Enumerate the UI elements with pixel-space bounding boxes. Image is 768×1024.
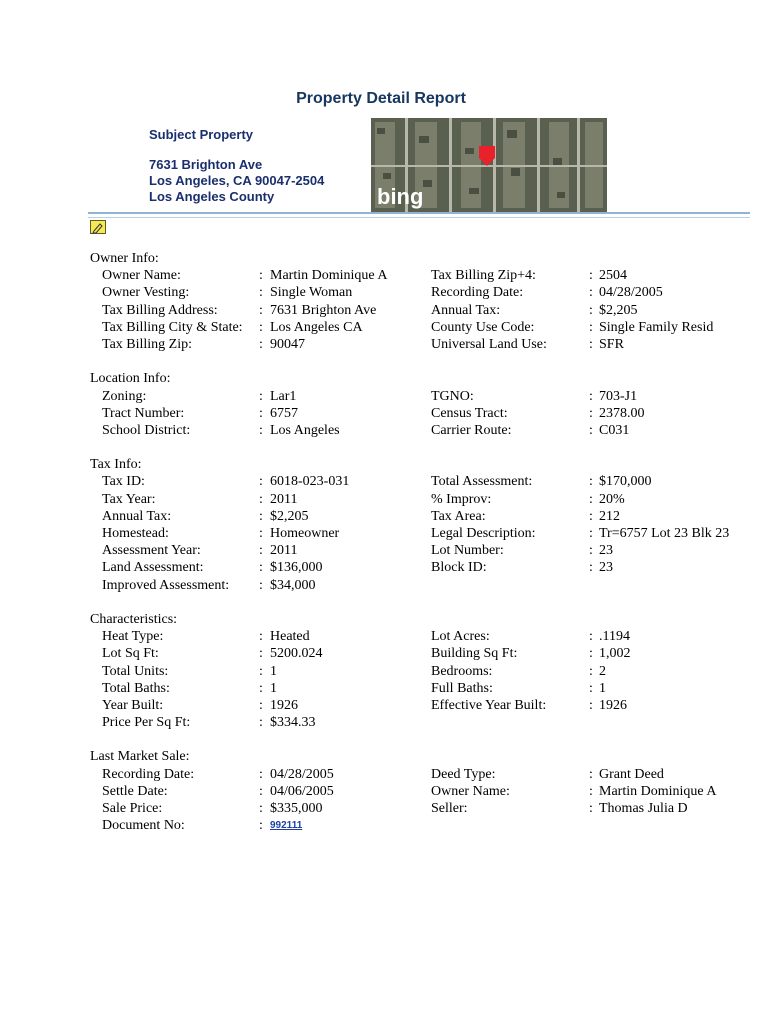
- field-value: $2,205: [270, 508, 309, 524]
- field-label: County Use Code:: [431, 319, 535, 335]
- field-value: Los Angeles: [270, 422, 340, 438]
- field-value: 23: [599, 543, 613, 559]
- field-label: Tax Billing Zip:: [102, 336, 193, 352]
- bing-logo: bing: [377, 184, 424, 209]
- field-value: 2: [599, 663, 606, 679]
- field-label: Lot Acres:: [431, 629, 490, 645]
- field-value: $136,000: [270, 560, 323, 576]
- field-colon: :: [259, 715, 263, 731]
- field-value: 04/28/2005: [270, 766, 334, 782]
- field-colon: :: [589, 766, 593, 782]
- field-label: Block ID:: [431, 560, 487, 576]
- field-row: [90, 267, 750, 284]
- field-row: [90, 663, 750, 680]
- aerial-map-image: [371, 118, 607, 212]
- field-value: $334.33: [270, 715, 316, 731]
- field-value: Homeowner: [270, 526, 340, 541]
- field-value: 6018-023-031: [270, 474, 350, 490]
- field-label: TGNO:: [431, 388, 474, 404]
- field-label: Tax Billing City & State:: [102, 319, 243, 335]
- field-row: [90, 284, 750, 301]
- field-label: Deed Type:: [431, 766, 496, 782]
- field-colon: :: [259, 319, 263, 335]
- field-colon: :: [589, 526, 593, 541]
- field-colon: :: [259, 285, 263, 301]
- field-label: Year Built:: [102, 697, 164, 713]
- field-colon: :: [259, 302, 263, 318]
- field-colon: :: [259, 646, 263, 662]
- field-row: [90, 817, 750, 834]
- document-number-link[interactable]: 992111: [270, 820, 303, 832]
- field-label: Carrier Route:: [431, 422, 512, 438]
- field-label: Tract Number:: [102, 405, 185, 421]
- field-value: 1,002: [599, 646, 631, 662]
- section-title: Location Info:: [90, 371, 171, 387]
- field-colon: :: [259, 697, 263, 713]
- field-colon: :: [259, 508, 263, 524]
- field-label: Census Tract:: [431, 405, 508, 421]
- section: [90, 748, 750, 834]
- field-value: 2504: [599, 268, 627, 284]
- subject-county: Los Angeles County: [149, 189, 275, 204]
- field-value: 04/06/2005: [270, 783, 334, 799]
- field-label: % Improv:: [431, 491, 492, 507]
- field-colon: :: [259, 801, 263, 816]
- field-colon: :: [259, 405, 263, 421]
- subject-property-block: [149, 127, 324, 205]
- field-colon: :: [589, 697, 593, 713]
- subject-property-heading: Subject Property: [149, 127, 254, 142]
- field-label: Tax Billing Zip+4:: [431, 268, 536, 284]
- field-value: $2,205: [599, 302, 638, 318]
- field-value: 1: [270, 663, 277, 679]
- field-row: [90, 628, 750, 645]
- field-colon: :: [589, 285, 593, 301]
- report-title: Property Detail Report: [296, 90, 466, 107]
- field-colon: :: [589, 783, 593, 799]
- field-row: [90, 766, 750, 783]
- field-label: Tax Area:: [431, 508, 486, 524]
- field-row: [90, 473, 750, 490]
- field-colon: :: [589, 491, 593, 507]
- field-value: Heated: [270, 629, 310, 645]
- section-title: Tax Info:: [90, 457, 142, 473]
- section: [90, 456, 750, 594]
- field-value: 212: [599, 508, 620, 524]
- field-colon: :: [259, 680, 263, 696]
- field-row: [90, 800, 750, 817]
- field-colon: :: [589, 474, 593, 490]
- field-label: Land Assessment:: [102, 560, 204, 576]
- field-colon: :: [259, 577, 263, 593]
- field-colon: :: [589, 543, 593, 559]
- field-value: SFR: [599, 336, 624, 352]
- field-label: Price Per Sq Ft:: [102, 715, 191, 731]
- field-value: 1926: [599, 697, 627, 713]
- field-row: [90, 680, 750, 697]
- field-label: Tax ID:: [102, 474, 145, 490]
- field-value: Martin Dominique A: [599, 783, 717, 799]
- field-value: 23: [599, 560, 613, 576]
- field-label: School District:: [102, 422, 191, 438]
- field-value: 5200.024: [270, 646, 323, 662]
- field-colon: :: [589, 646, 593, 662]
- field-label: Improved Assessment:: [102, 577, 230, 593]
- field-value: Thomas Julia D: [599, 801, 688, 816]
- field-label: Universal Land Use:: [431, 336, 547, 352]
- field-label: Legal Description:: [431, 526, 536, 541]
- field-label: Annual Tax:: [102, 508, 172, 524]
- field-colon: :: [589, 680, 593, 696]
- field-colon: :: [589, 629, 593, 645]
- header-divider-secondary: [88, 217, 750, 218]
- section: [90, 250, 750, 353]
- field-value: 2378.00: [599, 405, 645, 421]
- field-row: [90, 336, 750, 353]
- field-value: C031: [599, 422, 630, 438]
- field-colon: :: [259, 422, 263, 438]
- field-row: [90, 714, 750, 731]
- field-value: 20%: [599, 491, 625, 507]
- field-colon: :: [589, 508, 593, 524]
- field-value: 90047: [270, 336, 305, 352]
- field-colon: :: [259, 474, 263, 490]
- field-label: Total Baths:: [102, 680, 170, 696]
- field-value: Martin Dominique A: [270, 268, 388, 284]
- field-row: [90, 302, 750, 319]
- subject-address-line2: Los Angeles, CA 90047-2504: [149, 173, 325, 188]
- field-label: Owner Name:: [431, 783, 510, 799]
- field-value: Tr=6757 Lot 23 Blk 23: [599, 526, 730, 541]
- field-colon: :: [589, 663, 593, 679]
- section: [90, 370, 750, 439]
- field-colon: :: [259, 629, 263, 645]
- field-value: Single Family Resid: [599, 319, 714, 335]
- field-colon: :: [259, 388, 263, 404]
- field-value: 04/28/2005: [599, 285, 663, 301]
- field-label: Heat Type:: [102, 629, 164, 645]
- field-label: Lot Sq Ft:: [102, 646, 159, 662]
- field-label: Zoning:: [102, 388, 147, 404]
- field-value: $34,000: [270, 577, 316, 593]
- field-colon: :: [259, 663, 263, 679]
- section-title: Characteristics:: [90, 611, 178, 627]
- field-colon: :: [259, 491, 263, 507]
- field-colon: :: [259, 818, 263, 834]
- field-row: [90, 405, 750, 422]
- section: [90, 611, 750, 731]
- field-row: [90, 542, 750, 559]
- field-value: 1: [270, 680, 277, 696]
- field-row: [90, 577, 750, 594]
- subject-address-line1: 7631 Brighton Ave: [149, 157, 263, 172]
- field-colon: :: [259, 268, 263, 284]
- field-colon: :: [589, 801, 593, 816]
- field-colon: :: [259, 766, 263, 782]
- field-colon: :: [259, 543, 263, 559]
- field-label: Homestead:: [102, 526, 169, 541]
- section-title: Owner Info:: [90, 251, 159, 266]
- field-value: Grant Deed: [599, 766, 664, 782]
- field-label: Total Assessment:: [431, 474, 533, 490]
- field-row: [90, 491, 750, 508]
- field-label: Recording Date:: [102, 766, 195, 782]
- field-colon: :: [259, 783, 263, 799]
- field-row: [90, 697, 750, 714]
- field-label: Tax Billing Address:: [102, 302, 218, 318]
- edit-icon[interactable]: [90, 220, 106, 234]
- field-label: Effective Year Built:: [431, 697, 547, 713]
- field-value: 2011: [270, 543, 298, 559]
- field-label: Annual Tax:: [431, 302, 501, 318]
- field-value: 1926: [270, 697, 298, 713]
- field-label: Bedrooms:: [431, 663, 493, 679]
- field-row: [90, 508, 750, 525]
- field-value: 2011: [270, 491, 298, 507]
- field-value: $170,000: [599, 474, 652, 490]
- field-row: [90, 645, 750, 662]
- field-label: Full Baths:: [431, 680, 493, 696]
- field-label: Sale Price:: [102, 801, 163, 816]
- field-colon: :: [589, 268, 593, 284]
- field-label: Document No:: [102, 818, 185, 834]
- field-value: Los Angeles CA: [270, 319, 363, 335]
- field-colon: :: [589, 302, 593, 318]
- field-label: Lot Number:: [431, 543, 504, 559]
- field-value: $335,000: [270, 801, 323, 816]
- section-title: Last Market Sale:: [90, 749, 190, 765]
- field-value: 7631 Brighton Ave: [270, 302, 377, 318]
- field-label: Total Units:: [102, 663, 169, 679]
- field-colon: :: [259, 560, 263, 576]
- field-colon: :: [259, 526, 263, 541]
- field-label: Owner Vesting:: [102, 285, 190, 301]
- field-row: [90, 422, 750, 439]
- field-label: Seller:: [431, 801, 468, 816]
- header-divider: [88, 212, 750, 214]
- field-label: Assessment Year:: [102, 543, 201, 559]
- field-colon: :: [589, 560, 593, 576]
- field-label: Building Sq Ft:: [431, 646, 518, 662]
- field-row: [90, 525, 750, 542]
- field-value: .1194: [599, 629, 630, 645]
- field-value: 6757: [270, 405, 298, 421]
- field-colon: :: [589, 422, 593, 438]
- field-label: Recording Date:: [431, 285, 524, 301]
- field-colon: :: [589, 405, 593, 421]
- field-row: [90, 559, 750, 576]
- field-colon: :: [589, 336, 593, 352]
- field-colon: :: [589, 319, 593, 335]
- field-value: Lar1: [270, 388, 297, 404]
- field-row: [90, 783, 750, 800]
- field-value: Single Woman: [270, 285, 353, 301]
- field-row: [90, 319, 750, 336]
- field-value: 703-J1: [599, 388, 638, 404]
- field-colon: :: [589, 388, 593, 404]
- field-label: Owner Name:: [102, 268, 181, 284]
- field-row: [90, 388, 750, 405]
- field-label: Settle Date:: [102, 783, 168, 799]
- field-colon: :: [259, 336, 263, 352]
- field-label: Tax Year:: [102, 491, 156, 507]
- field-value: 1: [599, 680, 606, 696]
- report-body: [90, 250, 750, 852]
